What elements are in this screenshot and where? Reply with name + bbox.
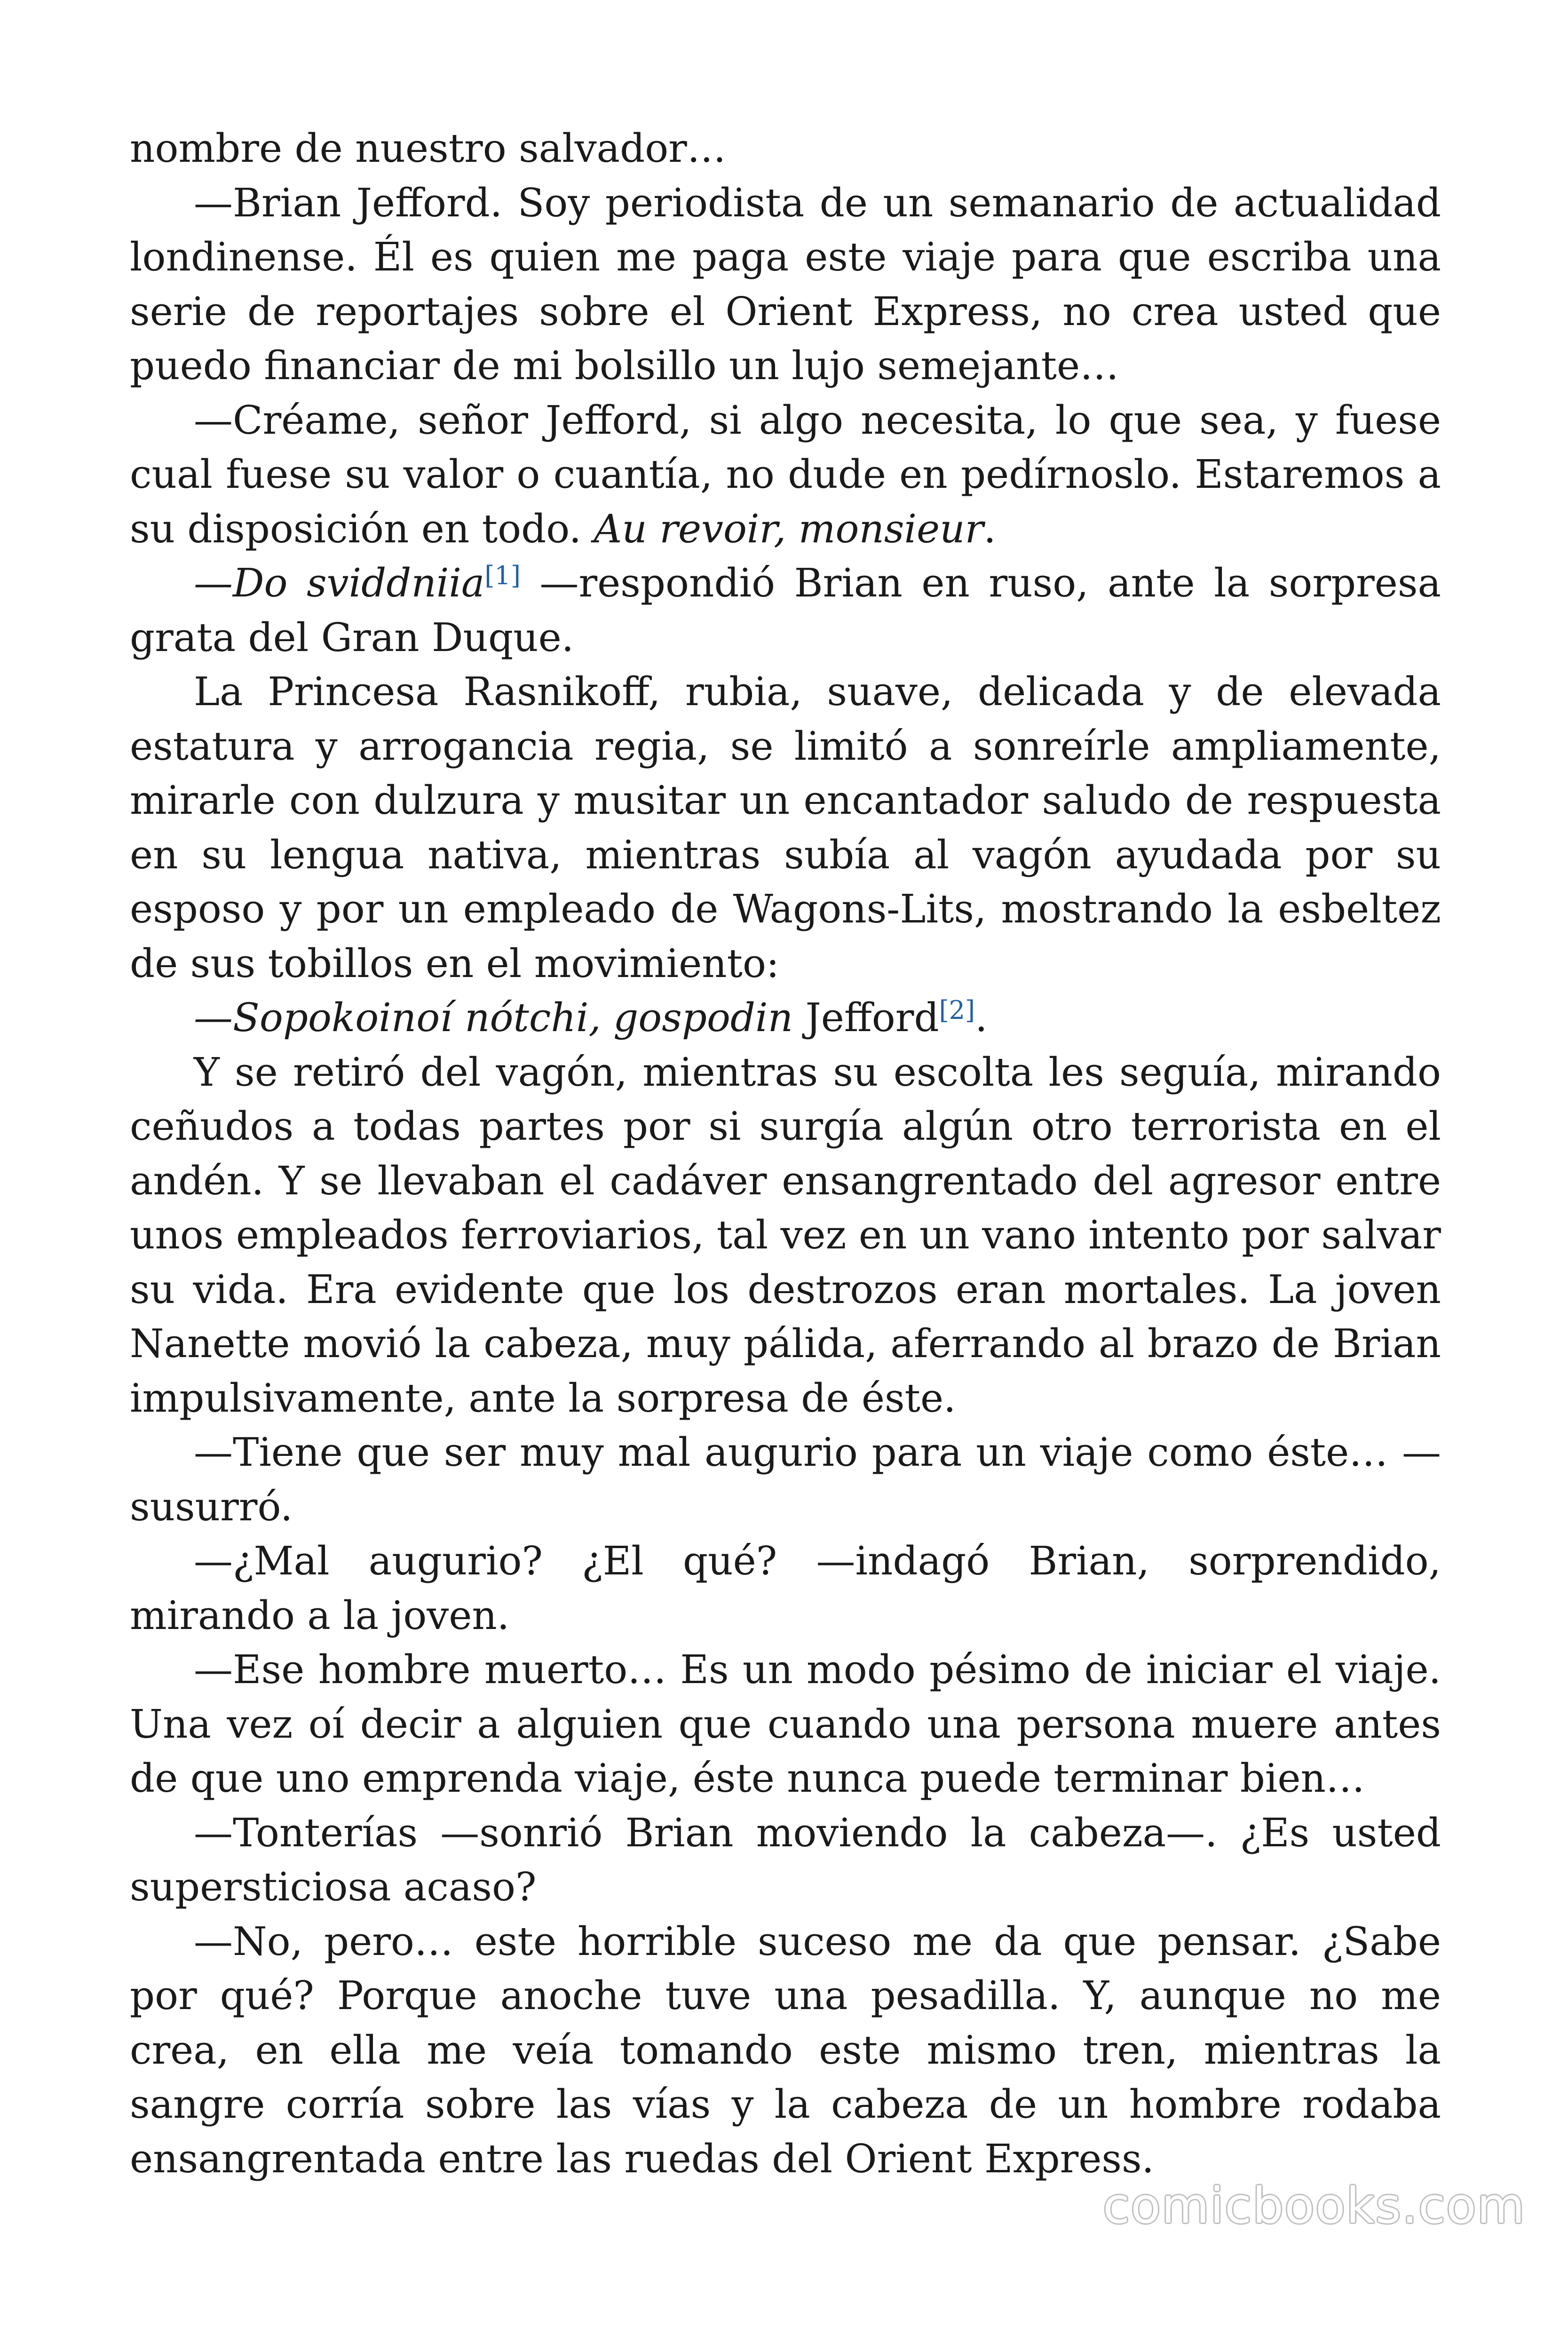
footnote-link-2[interactable]: [2] xyxy=(939,995,975,1025)
paragraph-4-italic: —Do sviddniia xyxy=(194,560,485,606)
paragraph-9: —¿Mal augurio? ¿El qué? —indagó Brian, sorprendido, mirando a la joven. xyxy=(130,1538,1441,1638)
paragraph-2: —Brian Jefford. Soy periodista de un semanario de actualidad londinense. Él es quien me paga este viaje para que escriba una serie de reportajes sobre el Orient Express, no crea usted que puedo financiar de mi bolsillo un lujo semejante… xyxy=(130,180,1441,389)
watermark: comicbooks.com xyxy=(1102,2177,1526,2234)
paragraph-4 xyxy=(130,556,1441,665)
paragraph-5: La Princesa Rasnikoff, rubia, suave, delicada y de elevada estatura y arrogancia regia, se limitó a sonreírle ampliamente, mirarle con dulzura y musitar un encantador saludo de respuesta en su lengua nativa, mientras subía al vagón ayudada por su esposo y por un empleado de Wagons-Lits, mostrando la esbeltez de sus tobillos en el movimiento: xyxy=(130,669,1441,986)
paragraph-3-italic: Au revoir, monsieur xyxy=(594,506,984,552)
paragraph-4-text: —respondió Brian en ruso, ante la sorpresa grata del Gran Duque. xyxy=(130,560,1441,660)
paragraph-10: —Ese hombre muerto… Es un modo pésimo de iniciar el viaje. Una vez oí decir a alguien que cuando una persona muere antes de que uno emprenda viaje, éste nunca puede terminar bien… xyxy=(130,1647,1441,1801)
paragraph-6 xyxy=(130,991,1441,1045)
paragraph-6-italic: —Sopokoinoí nótchi, gospodin xyxy=(194,995,793,1041)
paragraph-7: Y se retiró del vagón, mientras su escolta les seguía, mirando ceñudos a todas partes por si surgía algún otro terrorista en el andén. Y se llevaban el cadáver ensangrentado del agresor entre unos empleados ferroviarios, tal vez en un vano intento por salvar su vida. Era evidente que los destrozos eran mortales. La joven Nanette movió la cabeza, muy pálida, aferrando al brazo de Brian impulsivamente, ante la sorpresa de éste. xyxy=(130,1049,1441,1421)
paragraph-1: nombre de nuestro salvador… xyxy=(130,126,726,171)
paragraph-6-end: . xyxy=(975,995,988,1041)
paragraph-12: —No, pero… este horrible suceso me da que pensar. ¿Sabe por qué? Porque anoche tuve una pesadilla. Y, aunque no me crea, en ella me veía tomando este mismo tren, mientras la sangre corría sobre las vías y la cabeza de un hombre rodaba ensangrentada entre las ruedas del Orient Express. xyxy=(130,1918,1441,2182)
paragraph-11: —Tonterías —sonrió Brian moviendo la cabeza—. ¿Es usted supersticiosa acaso? xyxy=(130,1810,1441,1910)
page-text xyxy=(130,121,1441,2186)
paragraph-3-end: . xyxy=(983,506,996,552)
paragraph-6-text: Jefford xyxy=(793,995,939,1041)
paragraph-3-text: —Créame, señor Jefford, si algo necesita, lo que sea, y fuese cual fuese su valor o cuantía, no dude en pedírnoslo. Estaremos a su disposición en todo. xyxy=(130,397,1441,552)
paragraph-8: —Tiene que ser muy mal augurio para un viaje como éste… —susurró. xyxy=(130,1430,1441,1530)
footnote-link-1[interactable]: [1] xyxy=(484,561,521,590)
paragraph-3 xyxy=(130,393,1441,556)
